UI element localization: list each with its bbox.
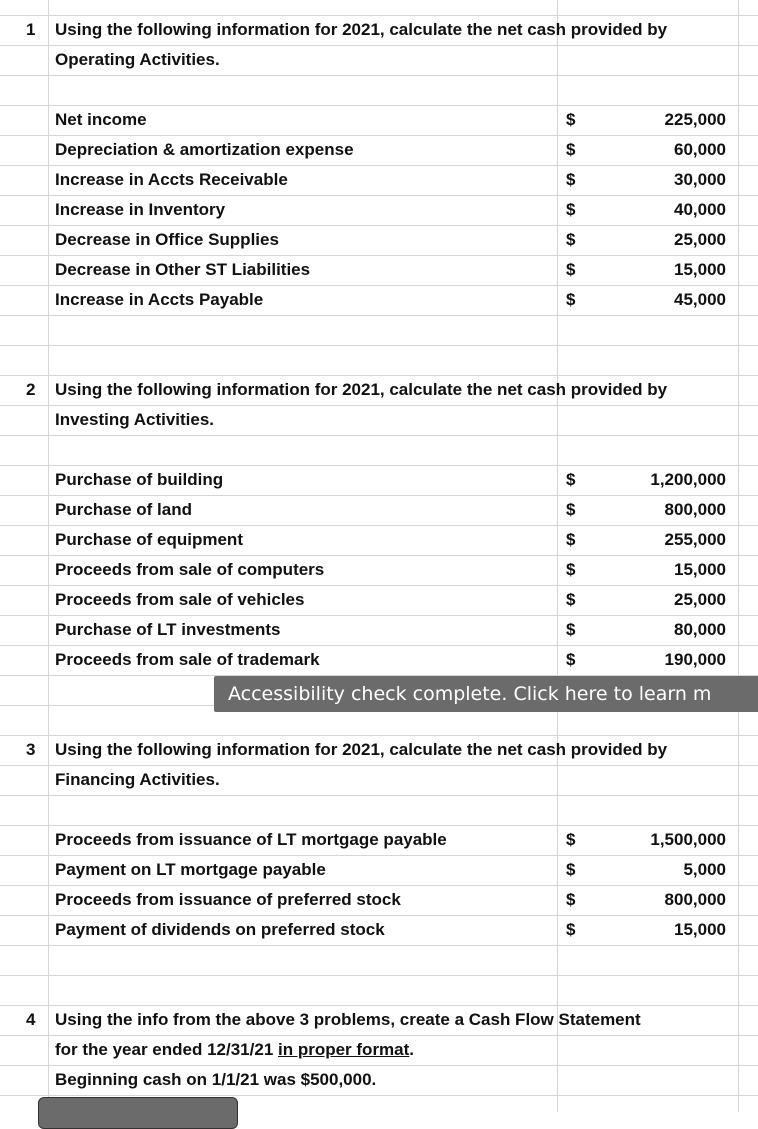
bottom-button[interactable] [38,1097,238,1129]
currency-symbol: $ [566,200,576,219]
problem-question: Operating Activities. [55,50,220,69]
item-amount: 80,000 [674,620,726,639]
currency-symbol: $ [566,140,576,159]
problem-question: Using the following information for 2021, calculate the net cash provided by [55,20,668,39]
grid-line [0,975,758,976]
currency-symbol: $ [566,920,576,939]
item-amount: 30,000 [674,170,726,189]
item-label: Proceeds from issuance of preferred stock [55,890,401,909]
problem-question: Using the info from the above 3 problems, create a Cash Flow Statement [55,1010,641,1029]
item-label: Purchase of building [55,470,224,489]
item-label: Net income [55,110,147,129]
problem-question: Investing Activities. [55,410,215,429]
grid-line [0,75,758,76]
item-amount: 225,000 [664,110,726,129]
item-amount: 60,000 [674,140,726,159]
currency-symbol: $ [566,530,576,549]
grid-line [557,0,558,1112]
item-amount: 45,000 [674,290,726,309]
item-label: Payment on LT mortgage payable [55,860,326,879]
currency-symbol: $ [566,860,576,879]
grid-line [0,795,758,796]
grid-line [48,0,49,1112]
item-label: Increase in Accts Receivable [55,170,288,189]
problem-question: Beginning cash on 1/1/21 was $500,000. [55,1070,377,1089]
currency-symbol: $ [566,650,576,669]
currency-symbol: $ [566,290,576,309]
problem-number: 4 [26,1010,36,1029]
problem-number: 3 [26,740,36,759]
item-label: Increase in Accts Payable [55,290,264,309]
item-label: Increase in Inventory [55,200,226,219]
item-label: Purchase of LT investments [55,620,281,639]
item-label: Proceeds from sale of computers [55,560,325,579]
item-amount: 40,000 [674,200,726,219]
item-label: Proceeds from issuance of LT mortgage payable [55,830,447,849]
item-label: Proceeds from sale of vehicles [55,590,305,609]
grid-line [0,345,758,346]
grid-line [0,1095,758,1096]
problem-question: Financing Activities. [55,770,220,789]
problem-question: Using the following information for 2021, calculate the net cash provided by [55,380,668,399]
grid-line [0,435,758,436]
currency-symbol: $ [566,590,576,609]
currency-symbol: $ [566,560,576,579]
grid-line [0,315,758,316]
item-amount: 255,000 [664,530,726,549]
item-amount: 800,000 [664,890,726,909]
currency-symbol: $ [566,470,576,489]
item-label: Proceeds from sale of trademark [55,650,320,669]
item-amount: 5,000 [683,860,726,879]
item-amount: 190,000 [664,650,726,669]
item-label: Decrease in Other ST Liabilities [55,260,311,279]
item-amount: 15,000 [674,560,726,579]
item-amount: 15,000 [674,920,726,939]
item-label: Decrease in Office Supplies [55,230,279,249]
item-label: Payment of dividends on preferred stock [55,920,385,939]
currency-symbol: $ [566,890,576,909]
problem-question [55,1035,414,1065]
currency-symbol: $ [566,230,576,249]
currency-symbol: $ [566,830,576,849]
item-label: Purchase of land [55,500,192,519]
currency-symbol: $ [566,500,576,519]
item-amount: 25,000 [674,590,726,609]
item-amount: 800,000 [664,500,726,519]
question-text: . [409,1040,415,1059]
item-amount: 15,000 [674,260,726,279]
currency-symbol: $ [566,170,576,189]
item-label: Purchase of equipment [55,530,243,549]
item-amount: 1,500,000 [650,830,726,849]
problem-number: 1 [26,20,36,39]
problem-number: 2 [26,380,36,399]
currency-symbol: $ [566,620,576,639]
problem-question: Using the following information for 2021, calculate the net cash provided by [55,740,668,759]
item-amount: 1,200,000 [650,470,726,489]
item-label: Depreciation & amortization expense [55,140,354,159]
currency-symbol: $ [566,260,576,279]
grid-line [0,945,758,946]
grid-line [738,0,739,1112]
item-amount: 25,000 [674,230,726,249]
proper-format-emphasis: in proper format [278,1040,410,1059]
currency-symbol: $ [566,110,576,129]
accessibility-check-toast[interactable]: Accessibility check complete. Click here to learn m [214,676,758,712]
question-text: for the year ended 12/31/21 [55,1040,278,1059]
